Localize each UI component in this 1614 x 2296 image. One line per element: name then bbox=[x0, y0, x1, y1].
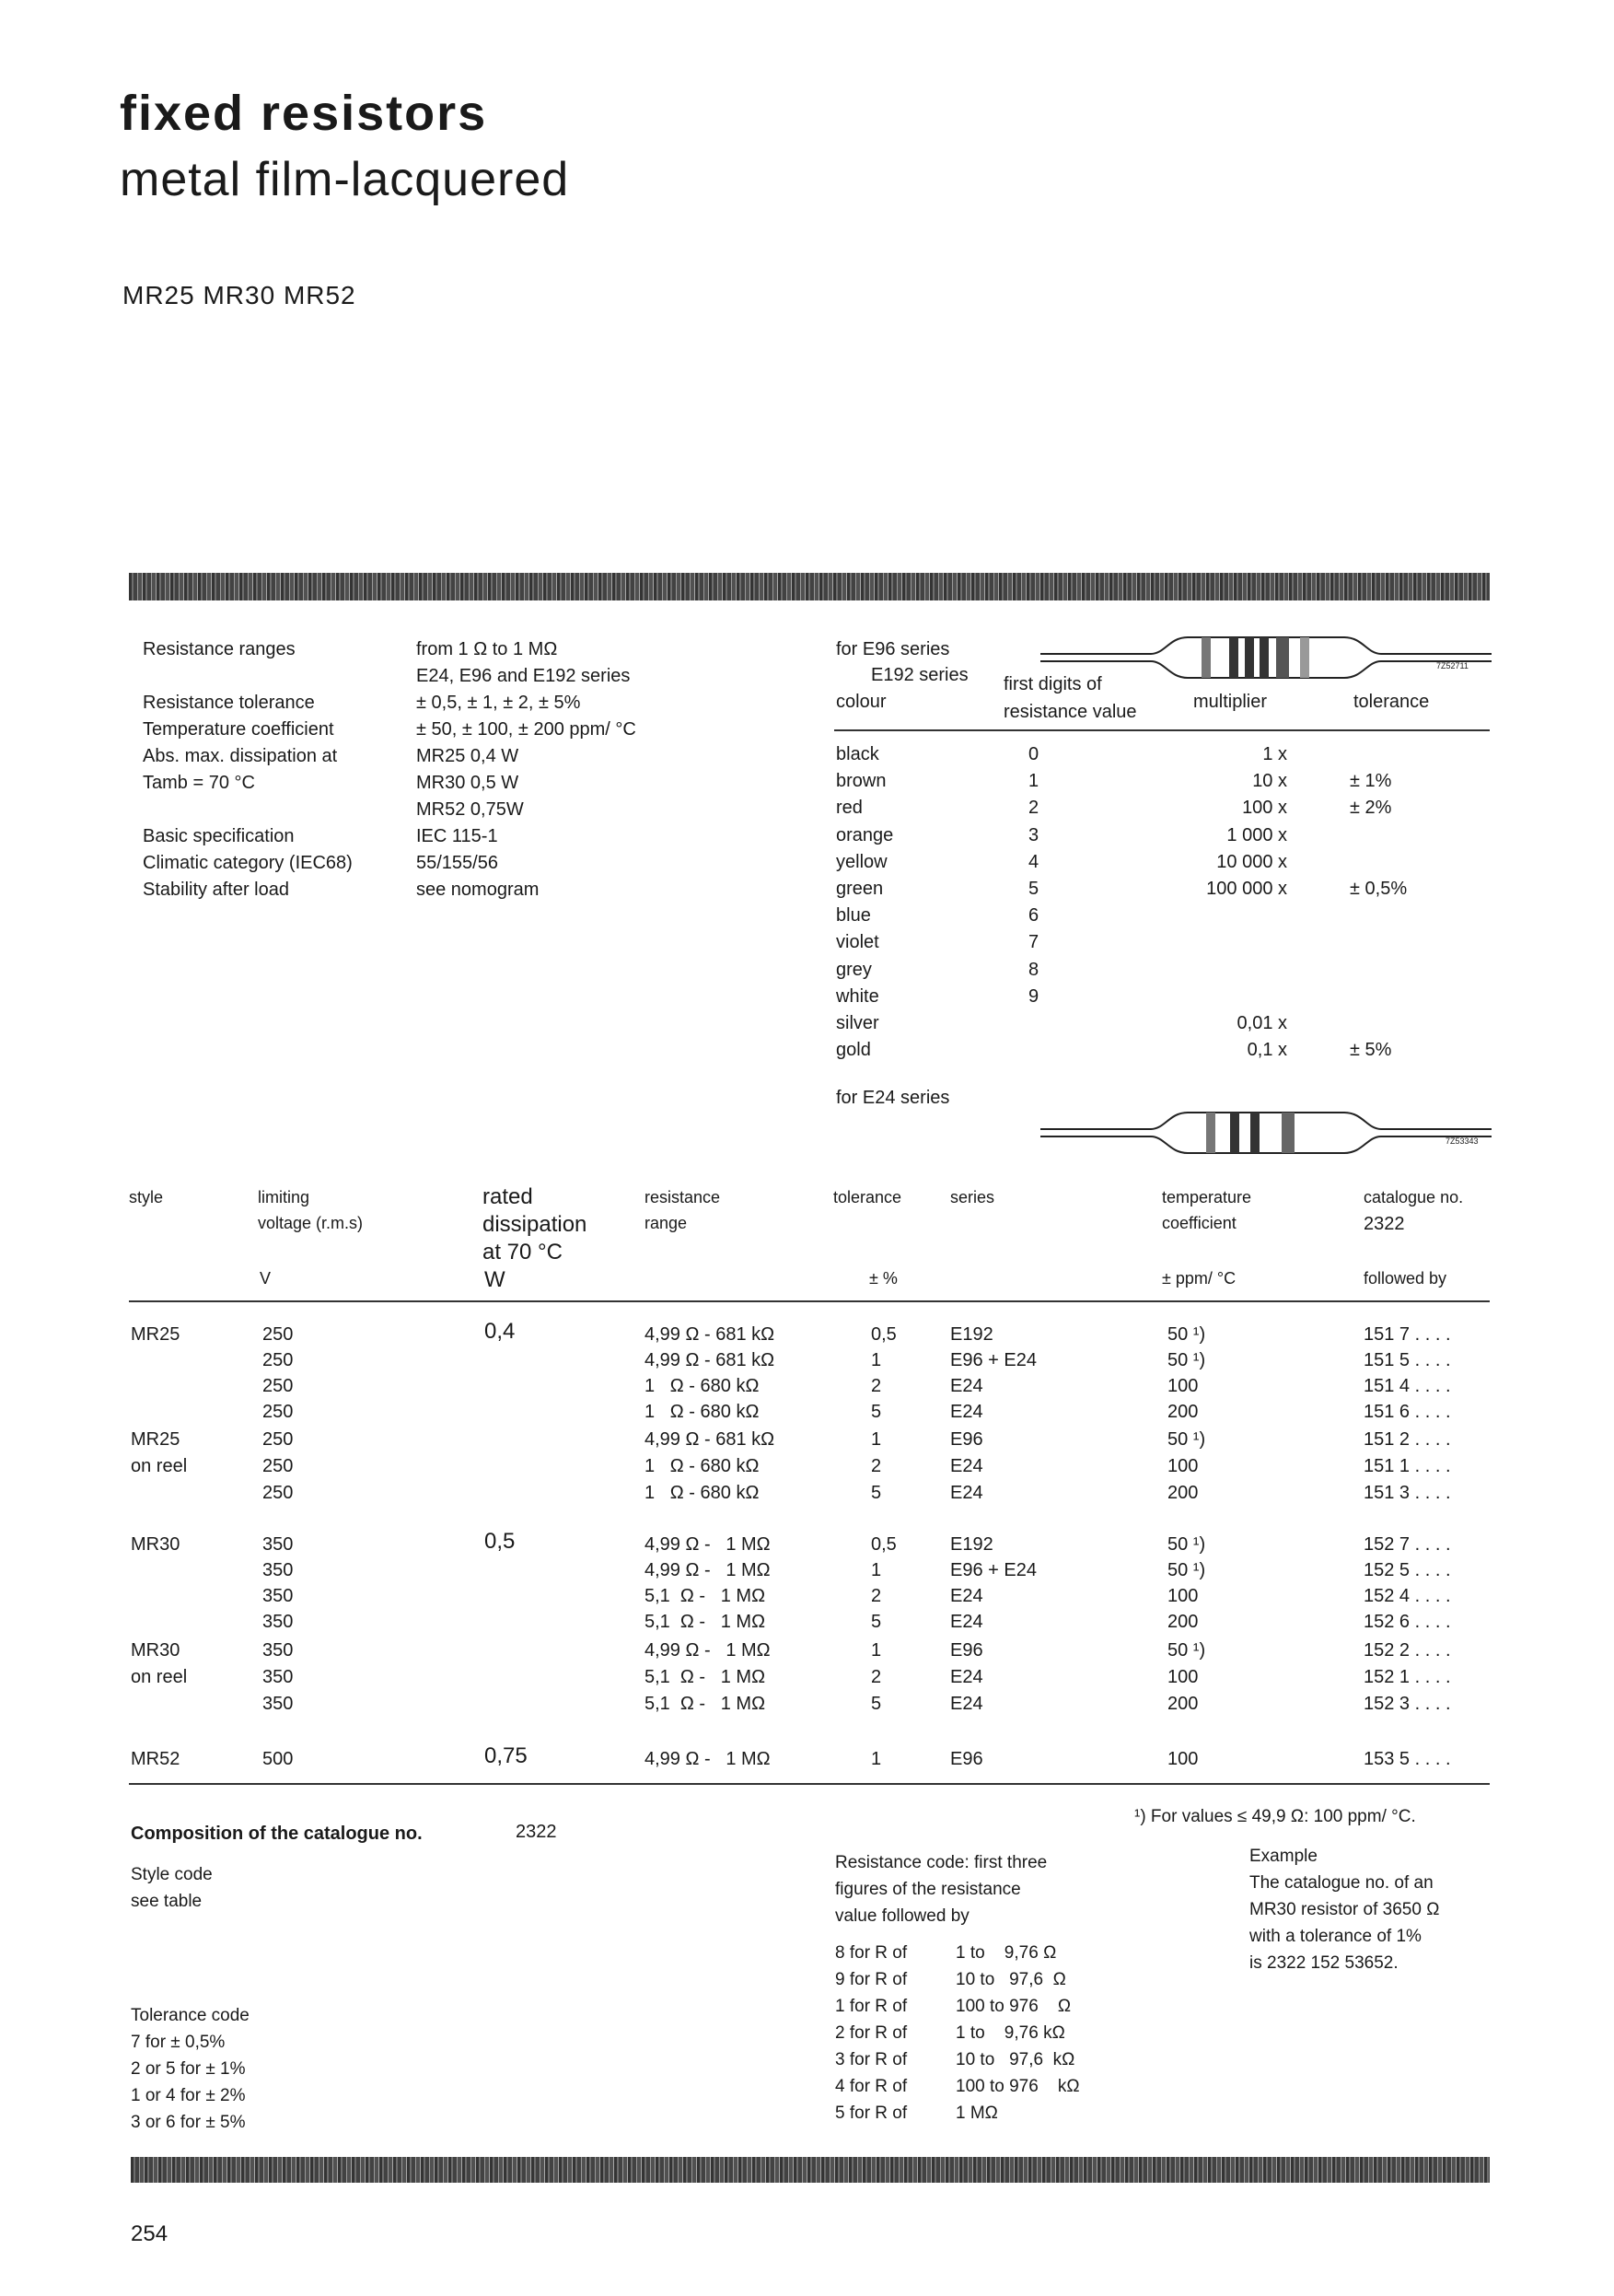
table-cell-tolerance: 1 bbox=[871, 1350, 882, 1370]
tolerance-code-line: 2 or 5 for ± 1% bbox=[131, 2059, 246, 2079]
page-subtitle: metal film-lacquered bbox=[120, 153, 570, 206]
table-cell-voltage: 500 bbox=[262, 1749, 294, 1769]
table-cell-voltage: 250 bbox=[262, 1350, 294, 1370]
colour-digit: 1 bbox=[1028, 771, 1039, 792]
colour-multiplier: 0,1 x bbox=[1247, 1040, 1287, 1061]
colour-name: white bbox=[836, 985, 879, 1007]
colour-header-rule bbox=[834, 729, 1490, 731]
colour-name: blue bbox=[836, 905, 871, 927]
table-cell-tolerance: 1 bbox=[871, 1429, 882, 1450]
table-cell-catalogue: 151 1 . . . . bbox=[1364, 1456, 1451, 1476]
table-cell-range: 5,1 Ω - 1 MΩ bbox=[644, 1667, 766, 1687]
colour-tolerance: ± 0,5% bbox=[1350, 879, 1408, 899]
table-cell-style: on reel bbox=[131, 1456, 188, 1476]
hdr-rated: rated bbox=[482, 1184, 533, 1209]
hdr-tolerance-unit: ± % bbox=[869, 1269, 898, 1288]
hdr-limiting-2: voltage (r.m.s) bbox=[258, 1214, 364, 1232]
spec-label: Climatic category (IEC68) bbox=[143, 853, 353, 873]
composition-code: 2322 bbox=[516, 1822, 557, 1842]
table-cell-voltage: 350 bbox=[262, 1694, 294, 1714]
colour-multiplier: 10 x bbox=[1252, 771, 1287, 792]
table-bottom-rule bbox=[129, 1783, 1490, 1785]
colour-multiplier: 100 x bbox=[1242, 798, 1287, 819]
table-cell-catalogue: 152 3 . . . . bbox=[1364, 1694, 1451, 1714]
resistor-e96-diagram bbox=[1040, 617, 1501, 682]
table-cell-style: MR25 bbox=[131, 1324, 180, 1345]
page-number: 254 bbox=[131, 2221, 168, 2246]
table-cell-style: MR52 bbox=[131, 1749, 180, 1769]
table-cell-dissipation: 0,4 bbox=[484, 1319, 516, 1344]
table-cell-series: E24 bbox=[950, 1586, 983, 1606]
table-cell-voltage: 350 bbox=[262, 1667, 294, 1687]
colour-name: yellow bbox=[836, 851, 888, 872]
table-cell-tc: 50 ¹) bbox=[1167, 1429, 1206, 1450]
spec-value: MR52 0,75W bbox=[416, 799, 524, 820]
colour-name: violet bbox=[836, 932, 879, 953]
table-cell-style: MR30 bbox=[131, 1534, 180, 1555]
colour-digit: 3 bbox=[1028, 824, 1039, 845]
colour-name: grey bbox=[836, 959, 872, 980]
hdr-cat-2: 2322 bbox=[1364, 1214, 1405, 1234]
table-cell-series: E24 bbox=[950, 1694, 983, 1714]
resistance-range: 1 to 9,76 kΩ bbox=[956, 2023, 1065, 2043]
resistance-range: 1 to 9,76 Ω bbox=[956, 1943, 1057, 1963]
table-cell-tc: 200 bbox=[1167, 1402, 1199, 1422]
colour-digit: 8 bbox=[1028, 959, 1039, 980]
col-first-digits: first digits of bbox=[1004, 674, 1102, 694]
spec-label: Abs. max. dissipation at bbox=[143, 746, 338, 766]
resistance-code: 4 for R of bbox=[835, 2077, 908, 2096]
colour-multiplier: 0,01 x bbox=[1237, 1013, 1287, 1033]
table-cell-catalogue: 152 1 . . . . bbox=[1364, 1667, 1451, 1687]
col-multiplier: multiplier bbox=[1193, 692, 1268, 712]
top-divider-bar bbox=[129, 573, 1490, 600]
resistance-intro-line: figures of the resistance bbox=[835, 1880, 1021, 1899]
table-cell-catalogue: 152 7 . . . . bbox=[1364, 1534, 1451, 1555]
colour-name: brown bbox=[836, 771, 887, 792]
table-cell-tc: 100 bbox=[1167, 1749, 1199, 1769]
table-cell-catalogue: 152 5 . . . . bbox=[1364, 1560, 1451, 1580]
col-first-digits-2: resistance value bbox=[1004, 702, 1137, 722]
table-cell-tolerance: 2 bbox=[871, 1376, 882, 1396]
resistance-code: 2 for R of bbox=[835, 2023, 908, 2043]
colour-multiplier: 1 x bbox=[1262, 744, 1287, 764]
table-cell-style: MR30 bbox=[131, 1640, 180, 1661]
table-cell-dissipation: 0,75 bbox=[484, 1743, 528, 1768]
tolerance-code-line: 3 or 6 for ± 5% bbox=[131, 2113, 246, 2132]
colour-digit: 9 bbox=[1028, 985, 1039, 1007]
table-cell-style: MR25 bbox=[131, 1429, 180, 1450]
table-cell-tc: 50 ¹) bbox=[1167, 1534, 1206, 1555]
table-cell-range: 4,99 Ω - 1 MΩ bbox=[644, 1534, 771, 1555]
table-cell-catalogue: 151 7 . . . . bbox=[1364, 1324, 1451, 1345]
hdr-range-2: range bbox=[644, 1214, 688, 1232]
tolerance-code-line: 7 for ± 0,5% bbox=[131, 2033, 226, 2052]
spec-value: see nomogram bbox=[416, 880, 540, 900]
resistance-code: 8 for R of bbox=[835, 1943, 908, 1963]
table-cell-series: E24 bbox=[950, 1402, 983, 1422]
table-cell-tolerance: 5 bbox=[871, 1612, 882, 1632]
table-cell-voltage: 250 bbox=[262, 1324, 294, 1345]
colour-name: gold bbox=[836, 1040, 871, 1061]
tolerance-code-line: 1 or 4 for ± 2% bbox=[131, 2086, 246, 2105]
table-cell-catalogue: 151 3 . . . . bbox=[1364, 1483, 1451, 1503]
table-cell-voltage: 250 bbox=[262, 1456, 294, 1476]
table-cell-voltage: 350 bbox=[262, 1586, 294, 1606]
table-cell-tc: 200 bbox=[1167, 1483, 1199, 1503]
table-cell-catalogue: 152 4 . . . . bbox=[1364, 1586, 1451, 1606]
hdr-cat-unit: followed by bbox=[1364, 1269, 1447, 1288]
table-cell-tolerance: 5 bbox=[871, 1483, 882, 1503]
table-cell-dissipation: 0,5 bbox=[484, 1529, 516, 1554]
page-title: fixed resistors bbox=[120, 86, 488, 141]
colour-multiplier: 10 000 x bbox=[1216, 851, 1287, 872]
table-footnote: ¹) For values ≤ 49,9 Ω: 100 ppm/ °C. bbox=[1134, 1807, 1416, 1826]
table-header-rule bbox=[129, 1300, 1490, 1302]
resistance-range: 100 to 976 Ω bbox=[956, 1997, 1072, 2016]
spec-value: from 1 Ω to 1 MΩ bbox=[416, 639, 558, 659]
table-cell-tolerance: 2 bbox=[871, 1456, 882, 1476]
hdr-limiting-unit: V bbox=[260, 1269, 272, 1288]
hdr-series: series bbox=[950, 1188, 995, 1206]
resistance-intro-line: Resistance code: first three bbox=[835, 1853, 1048, 1872]
resistance-range: 10 to 97,6 kΩ bbox=[956, 2050, 1075, 2069]
table-cell-voltage: 350 bbox=[262, 1612, 294, 1632]
table-cell-series: E96 bbox=[950, 1640, 983, 1661]
resistor-e24-diagram bbox=[1040, 1096, 1501, 1160]
label-e192: E192 series bbox=[871, 665, 969, 685]
diagram-code-1: 7Z52711 bbox=[1436, 661, 1469, 670]
label-colour: colour bbox=[836, 692, 887, 712]
table-cell-tc: 50 ¹) bbox=[1167, 1640, 1206, 1661]
table-cell-range: 1 Ω - 680 kΩ bbox=[644, 1402, 760, 1422]
table-cell-tolerance: 5 bbox=[871, 1402, 882, 1422]
colour-name: black bbox=[836, 744, 879, 764]
table-cell-range: 5,1 Ω - 1 MΩ bbox=[644, 1694, 766, 1714]
table-cell-catalogue: 151 2 . . . . bbox=[1364, 1429, 1451, 1450]
table-cell-series: E96 + E24 bbox=[950, 1560, 1037, 1580]
table-cell-range: 4,99 Ω - 1 MΩ bbox=[644, 1640, 771, 1661]
table-cell-catalogue: 151 4 . . . . bbox=[1364, 1376, 1451, 1396]
hdr-rated-2: dissipation bbox=[482, 1212, 587, 1237]
hdr-style: style bbox=[129, 1188, 164, 1206]
resistance-code: 3 for R of bbox=[835, 2050, 908, 2069]
colour-digit: 7 bbox=[1028, 932, 1039, 953]
hdr-rated-3: at 70 °C bbox=[482, 1240, 563, 1265]
table-cell-tc: 50 ¹) bbox=[1167, 1350, 1206, 1370]
colour-multiplier: 1 000 x bbox=[1226, 824, 1287, 845]
table-cell-series: E192 bbox=[950, 1534, 993, 1555]
example-line: The catalogue no. of an bbox=[1249, 1873, 1434, 1893]
colour-tolerance: ± 5% bbox=[1350, 1040, 1392, 1061]
table-cell-series: E96 + E24 bbox=[950, 1350, 1037, 1370]
table-cell-style: on reel bbox=[131, 1667, 188, 1687]
table-cell-tc: 100 bbox=[1167, 1456, 1199, 1476]
spec-label: Temperature coefficient bbox=[143, 719, 334, 740]
table-cell-tolerance: 2 bbox=[871, 1586, 882, 1606]
col-tolerance: tolerance bbox=[1353, 692, 1430, 712]
table-cell-series: E24 bbox=[950, 1456, 983, 1476]
table-cell-tolerance: 5 bbox=[871, 1694, 882, 1714]
resistance-intro-line: value followed by bbox=[835, 1906, 970, 1926]
table-cell-catalogue: 151 5 . . . . bbox=[1364, 1350, 1451, 1370]
table-cell-tolerance: 1 bbox=[871, 1749, 882, 1769]
spec-value: 55/155/56 bbox=[416, 853, 498, 873]
composition-title: Composition of the catalogue no. bbox=[131, 1824, 423, 1844]
table-cell-tolerance: 2 bbox=[871, 1667, 882, 1687]
spec-label: Resistance ranges bbox=[143, 639, 296, 659]
table-cell-series: E24 bbox=[950, 1376, 983, 1396]
colour-digit: 6 bbox=[1028, 905, 1039, 927]
table-cell-series: E24 bbox=[950, 1612, 983, 1632]
spec-label: Tamb = 70 °C bbox=[143, 773, 255, 793]
example-line: is 2322 152 53652. bbox=[1249, 1953, 1399, 1973]
colour-tolerance: ± 2% bbox=[1350, 798, 1392, 819]
table-cell-catalogue: 151 6 . . . . bbox=[1364, 1402, 1451, 1422]
hdr-tc-2: coefficient bbox=[1162, 1214, 1237, 1232]
tolerance-code-title: Tolerance code bbox=[131, 2006, 250, 2025]
table-cell-tolerance: 0,5 bbox=[871, 1324, 897, 1345]
table-cell-series: E192 bbox=[950, 1324, 993, 1345]
label-e24: for E24 series bbox=[836, 1088, 950, 1108]
colour-name: red bbox=[836, 798, 863, 819]
table-cell-voltage: 250 bbox=[262, 1429, 294, 1450]
table-cell-tc: 100 bbox=[1167, 1586, 1199, 1606]
style-code-1: Style code bbox=[131, 1865, 213, 1884]
resistance-range: 1 MΩ bbox=[956, 2104, 998, 2123]
table-cell-catalogue: 152 6 . . . . bbox=[1364, 1612, 1451, 1632]
hdr-limiting: limiting bbox=[258, 1188, 310, 1206]
colour-tolerance: ± 1% bbox=[1350, 771, 1392, 792]
table-cell-range: 1 Ω - 680 kΩ bbox=[644, 1376, 760, 1396]
table-cell-range: 5,1 Ω - 1 MΩ bbox=[644, 1612, 766, 1632]
table-cell-tolerance: 1 bbox=[871, 1640, 882, 1661]
table-cell-range: 1 Ω - 680 kΩ bbox=[644, 1456, 760, 1476]
model-list: MR25 MR30 MR52 bbox=[122, 281, 356, 309]
colour-multiplier: 100 000 x bbox=[1206, 879, 1287, 899]
label-e96: for E96 series bbox=[836, 639, 950, 659]
colour-name: orange bbox=[836, 824, 894, 845]
table-cell-range: 4,99 Ω - 681 kΩ bbox=[644, 1324, 775, 1345]
table-cell-tolerance: 1 bbox=[871, 1560, 882, 1580]
colour-digit: 5 bbox=[1028, 879, 1039, 899]
resistance-code: 1 for R of bbox=[835, 1997, 908, 2016]
table-cell-catalogue: 153 5 . . . . bbox=[1364, 1749, 1451, 1769]
table-cell-series: E96 bbox=[950, 1749, 983, 1769]
table-cell-series: E24 bbox=[950, 1483, 983, 1503]
table-cell-range: 4,99 Ω - 681 kΩ bbox=[644, 1429, 775, 1450]
table-cell-voltage: 250 bbox=[262, 1402, 294, 1422]
table-cell-range: 4,99 Ω - 681 kΩ bbox=[644, 1350, 775, 1370]
example-line: Example bbox=[1249, 1847, 1318, 1866]
table-cell-tc: 200 bbox=[1167, 1694, 1199, 1714]
spec-label: Resistance tolerance bbox=[143, 693, 315, 713]
spec-value: ± 0,5, ± 1, ± 2, ± 5% bbox=[416, 693, 581, 713]
hdr-tc: temperature bbox=[1162, 1188, 1252, 1206]
colour-name: green bbox=[836, 879, 884, 899]
spec-value: MR25 0,4 W bbox=[416, 746, 519, 766]
hdr-tc-unit: ± ppm/ °C bbox=[1162, 1269, 1237, 1288]
resistance-range: 100 to 976 kΩ bbox=[956, 2077, 1080, 2096]
table-cell-tolerance: 0,5 bbox=[871, 1534, 897, 1555]
colour-digit: 2 bbox=[1028, 798, 1039, 819]
colour-name: silver bbox=[836, 1013, 879, 1033]
colour-digit: 4 bbox=[1028, 851, 1039, 872]
example-line: with a tolerance of 1% bbox=[1249, 1927, 1422, 1946]
hdr-cat: catalogue no. bbox=[1364, 1188, 1464, 1206]
spec-value: MR30 0,5 W bbox=[416, 773, 519, 793]
table-cell-tc: 100 bbox=[1167, 1667, 1199, 1687]
resistance-range: 10 to 97,6 Ω bbox=[956, 1970, 1066, 1989]
table-cell-series: E24 bbox=[950, 1667, 983, 1687]
resistance-code: 5 for R of bbox=[835, 2104, 908, 2123]
resistance-code: 9 for R of bbox=[835, 1970, 908, 1989]
spec-value: IEC 115-1 bbox=[416, 826, 498, 846]
colour-digit: 0 bbox=[1028, 744, 1039, 764]
table-cell-range: 5,1 Ω - 1 MΩ bbox=[644, 1586, 766, 1606]
table-cell-range: 4,99 Ω - 1 MΩ bbox=[644, 1749, 771, 1769]
table-cell-voltage: 250 bbox=[262, 1483, 294, 1503]
spec-value: E24, E96 and E192 series bbox=[416, 666, 631, 686]
bottom-divider-bar bbox=[131, 2157, 1490, 2183]
diagram-code-2: 7Z53343 bbox=[1446, 1136, 1479, 1146]
table-cell-catalogue: 152 2 . . . . bbox=[1364, 1640, 1451, 1661]
hdr-rated-unit: W bbox=[484, 1267, 505, 1292]
hdr-tolerance: tolerance bbox=[833, 1188, 902, 1206]
table-cell-tc: 200 bbox=[1167, 1612, 1199, 1632]
table-cell-tc: 50 ¹) bbox=[1167, 1324, 1206, 1345]
spec-label: Basic specification bbox=[143, 826, 295, 846]
table-cell-series: E96 bbox=[950, 1429, 983, 1450]
table-cell-range: 1 Ω - 680 kΩ bbox=[644, 1483, 760, 1503]
table-cell-voltage: 350 bbox=[262, 1640, 294, 1661]
table-cell-voltage: 250 bbox=[262, 1376, 294, 1396]
table-cell-voltage: 350 bbox=[262, 1560, 294, 1580]
spec-label: Stability after load bbox=[143, 880, 289, 900]
table-cell-tc: 50 ¹) bbox=[1167, 1560, 1206, 1580]
example-line: MR30 resistor of 3650 Ω bbox=[1249, 1900, 1440, 1919]
table-cell-voltage: 350 bbox=[262, 1534, 294, 1555]
spec-value: ± 50, ± 100, ± 200 ppm/ °C bbox=[416, 719, 636, 740]
hdr-range: resistance bbox=[644, 1188, 721, 1206]
table-cell-range: 4,99 Ω - 1 MΩ bbox=[644, 1560, 771, 1580]
style-code-2: see table bbox=[131, 1892, 203, 1911]
table-cell-tc: 100 bbox=[1167, 1376, 1199, 1396]
